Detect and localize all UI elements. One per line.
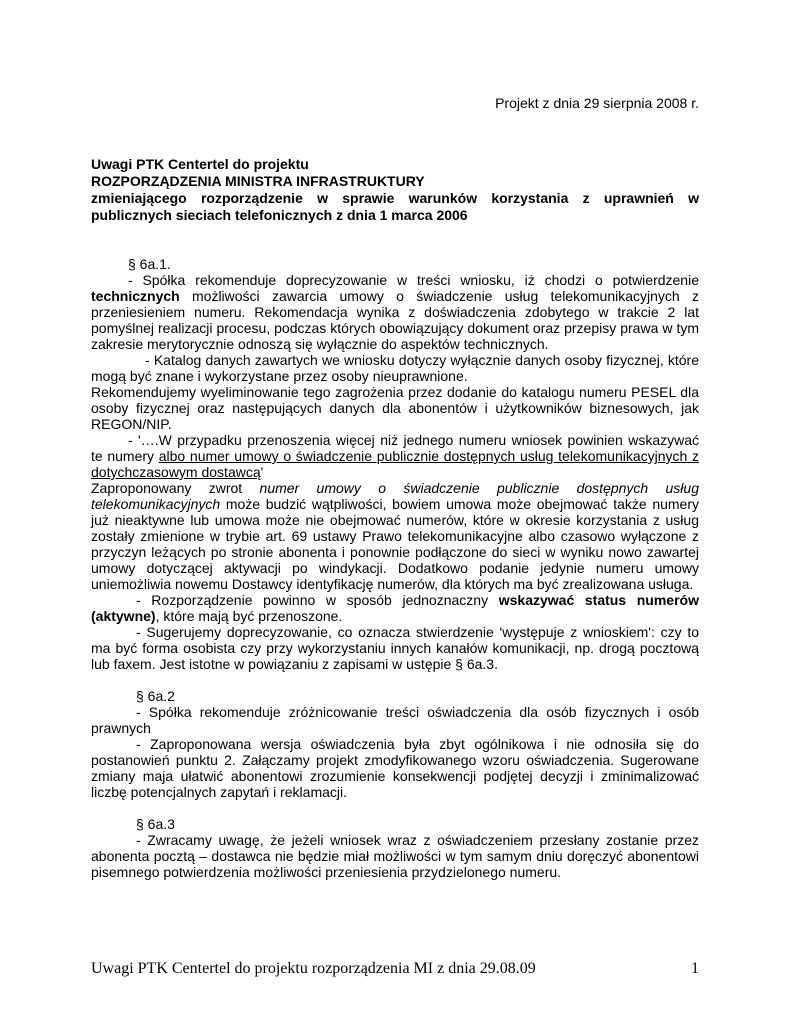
paragraph: - Sugerujemy doprecyzowanie, co oznacza stwierdzenie 'występuje z wnioskiem': czy to ma być forma osobista czy przy wykorzystaniu innych kanałów komunikacji, np. drogą pocztową lub faxem. Jest istotne w powiązaniu z zapisami w ustępie § 6a.3.: [91, 624, 699, 672]
paragraph: - Rozporządzenie powinno w sposób jednoznaczny wskazywać status numerów (aktywne), które mają być przenoszone.: [91, 592, 699, 624]
document-date: Projekt z dnia 29 sierpnia 2008 r.: [495, 95, 699, 111]
document-heading: [91, 156, 699, 224]
paragraph: - Spółka rekomenduje zróżnicowanie treści oświadczenia dla osób fizycznych i osób prawnych: [91, 704, 699, 736]
footer-text: Uwagi PTK Centertel do projektu rozporządzenia MI z dnia 29.08.09: [91, 960, 536, 977]
paragraph: Rekomendujemy wyeliminowanie tego zagrożenia przez dodanie do katalogu numeru PESEL dla osoby fizycznej oraz następujących danych dla abonentów i użytkowników biznesowych, jak REGON/NIP.: [91, 384, 699, 432]
paragraph: - Spółka rekomenduje doprecyzowanie w treści wniosku, iż chodzi o potwierdzenie technicznych możliwości zawarcia umowy o świadczenie usług telekomunikacyjnych z przeniesieniem numeru. Rekomendacja wynika z doświadczenia zdobytego w trakcie 2 lat pomyślnej realizacji procesu, podczas których obowiązujący dokument oraz przepisy prawa w tym zakresie merytorycznie odnoszą się wyłącznie do aspektów technicznych.: [91, 272, 699, 352]
heading-line-2: ROZPORZĄDZENIA MINISTRA INFRASTRUKTURY: [91, 173, 425, 189]
heading-line-3: zmieniającego rozporządzenie w sprawie warunków korzystania z uprawnień w publicznych sieciach telefonicznych z dnia 1 marca 2006: [91, 190, 699, 223]
section-heading: § 6a.2: [136, 688, 175, 704]
page-number: 1: [691, 960, 699, 977]
section-heading: § 6a.3: [136, 816, 175, 832]
paragraph: - '….W przypadku przenoszenia więcej niż jednego numeru wniosek powinien wskazywać te numery albo numer umowy o świadczenie publicznie dostępnych usług telekomunikacyjnych z dotychczasowym dostawcą': [91, 432, 700, 480]
document-body: [91, 256, 699, 880]
section-heading: § 6a.1.: [128, 256, 171, 272]
paragraph: Zaproponowany zwrot numer umowy o świadczenie publicznie dostępnych usług telekomunikacyjnych może budzić wątpliwości, bowiem umowa może obejmować także numery już nieaktywne lub umowa może nie obejmować numerów, które w okresie korzystania z usług zostały zmienione w trybie art. 69 ustawy Prawo telekomunikacyjne albo czasowo wyłączone z przyczyn leżących po stronie abonenta i ponownie podłączone do sieci w wyniku nowo zawartej umowy dotyczącej aktywacji po windykacji. Dodatkowo podanie jedynie numeru umowy uniemożliwia nowemu Dostawcy identyfikację numerów, dla których ma być zrealizowana usługa.: [91, 480, 699, 592]
paragraph: - Katalog danych zawartych we wniosku dotyczy wyłącznie danych osoby fizycznej, które mogą być znane i wykorzystane przez osoby nieuprawnione.: [91, 352, 699, 384]
heading-line-1: Uwagi PTK Centertel do projektu: [91, 156, 309, 172]
paragraph: - Zaproponowana wersja oświadczenia była zbyt ogólnikowa i nie odnosiła się do postanowień punktu 2. Załączamy projekt zmodyfikowanego wzoru oświadczenia. Sugerowane zmiany maja ułatwić abonentowi zrozumienie konsekwencji podjętej decyzji i zminimalizować liczbę potencjalnych zapytań i reklamacji.: [91, 736, 699, 800]
paragraph: - Zwracamy uwagę, że jeżeli wniosek wraz z oświadczeniem przesłany zostanie przez abonenta pocztą – dostawca nie będzie miał możliwości w tym samym dniu doręczyć abonentowi pisemnego potwierdzenia możliwości przeniesienia przydzielonego numeru.: [91, 832, 699, 880]
page-footer: [91, 960, 699, 978]
